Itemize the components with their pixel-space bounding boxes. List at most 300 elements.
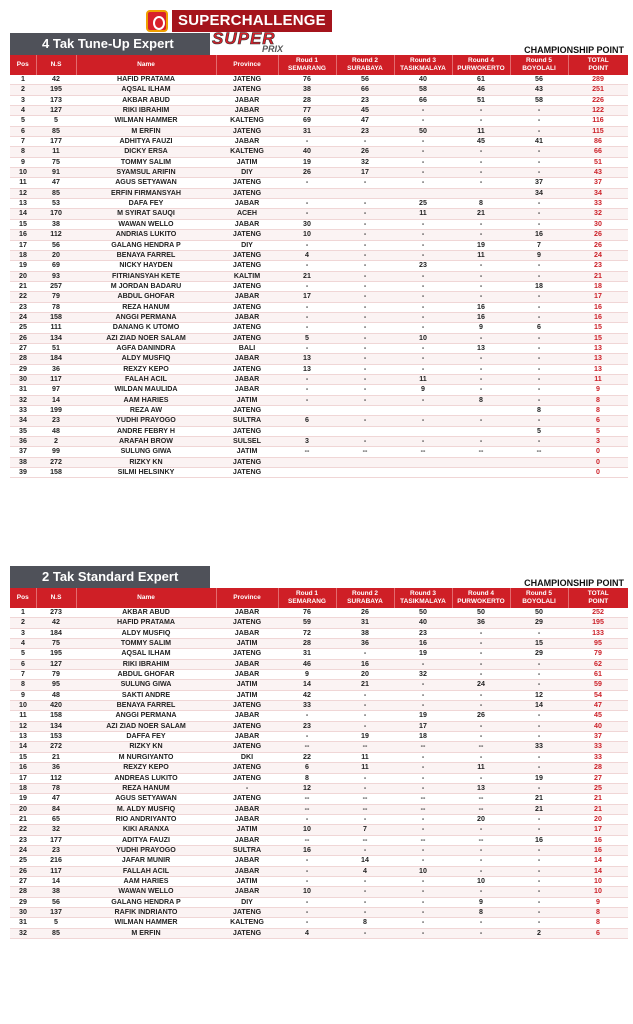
table-row [10,447,628,457]
cell-round-4: - [452,292,510,302]
cell-round-1: - [278,876,336,886]
cell-ns: 93 [36,271,76,281]
table-row [10,395,628,405]
cell-round-5: 8 [510,406,568,416]
cell-round-5: 21 [510,794,568,804]
cell-pos: 16 [10,763,36,773]
cell-pos: 30 [10,907,36,917]
cell-total: 26 [568,240,628,250]
cell-round-2: 4 [336,866,394,876]
cell-round-1: 19 [278,157,336,167]
cell-ns: 272 [36,742,76,752]
cell-name: TOMMY SALIM [76,157,216,167]
cell-ns: 2 [36,437,76,447]
cell-round-3: - [394,116,452,126]
cell-round-1: 76 [278,75,336,85]
cell-round-3: - [394,856,452,866]
cell-round-4: - [452,866,510,876]
cell-ns: 75 [36,157,76,167]
cell-pos: 14 [10,742,36,752]
cell-round-1: 59 [278,618,336,628]
header-round-5-sublabel: BOYOLALI [522,65,556,72]
table-row [10,845,628,855]
cell-round-2: - [336,887,394,897]
cell-total: 45 [568,711,628,721]
cell-round-5: - [510,416,568,426]
header-round-3-sublabel: TASIKMALAYA [400,598,446,605]
cell-round-4: - [452,178,510,188]
cell-total: 25 [568,783,628,793]
cell-ns: 177 [36,137,76,147]
cell-round-5: 29 [510,649,568,659]
cell-ns: 14 [36,876,76,886]
cell-total: 47 [568,701,628,711]
cell-round-3: - [394,230,452,240]
table-row [10,608,628,618]
cell-round-3: - [394,876,452,886]
cell-round-4: - [452,354,510,364]
cell-round-5: - [510,866,568,876]
cell-round-2: - [336,876,394,886]
header-round-4-label: Round 4 [468,57,494,64]
cell-round-2: 21 [336,680,394,690]
cell-round-2: - [336,374,394,384]
cell-round-2: - [336,437,394,447]
cell-ns: 11 [36,147,76,157]
cell-total: 8 [568,918,628,928]
cell-province: JATENG [216,468,278,478]
cell-province: JATIM [216,690,278,700]
cell-ns: 177 [36,835,76,845]
cell-pos: 7 [10,137,36,147]
cell-province: KALTENG [216,918,278,928]
cell-round-1: 13 [278,364,336,374]
cell-name: REZA AW [76,406,216,416]
championship-point-label: CHAMPIONSHIP POINT [524,45,624,55]
table-row [10,250,628,260]
cell-province: JATENG [216,323,278,333]
header-name-label: Name [137,594,155,601]
logo-prix: PRIX [262,44,284,54]
cell-province: JATIM [216,639,278,649]
cell-round-1: - [278,385,336,395]
cell-round-4: - [452,271,510,281]
cell-total: 33 [568,199,628,209]
cell-total: 34 [568,188,628,198]
cell-round-2: - [336,845,394,855]
cell-round-1: 33 [278,701,336,711]
cell-round-3: 18 [394,732,452,742]
cell-round-4: - [452,690,510,700]
cell-province: JATENG [216,261,278,271]
cell-round-4: - [452,752,510,762]
cell-pos: 22 [10,825,36,835]
cell-round-5: 33 [510,742,568,752]
table-row [10,281,628,291]
cell-round-1: 40 [278,147,336,157]
cell-round-5: - [510,395,568,405]
cell-round-5: - [510,116,568,126]
cell-province: JATIM [216,157,278,167]
cell-round-1: - [278,866,336,876]
cell-pos: 24 [10,845,36,855]
header-round-4-sublabel: PURWOKERTO [457,65,505,72]
cell-round-2: - [336,219,394,229]
cell-ns: 79 [36,670,76,680]
cell-province: KALTIM [216,271,278,281]
cell-province: JATENG [216,742,278,752]
cell-total: 0 [568,447,628,457]
header-round-2 [336,55,394,75]
cell-round-3: - [394,312,452,322]
cell-round-1 [278,457,336,467]
table-row [10,670,628,680]
cell-total: 289 [568,75,628,85]
cell-name: SULUNG GIWA [76,680,216,690]
table-row [10,639,628,649]
cell-ns: 78 [36,302,76,312]
cell-round-5: 58 [510,95,568,105]
cell-province: JABAR [216,608,278,618]
cell-round-3: -- [394,742,452,752]
cell-round-5: 43 [510,85,568,95]
cell-province: JATIM [216,680,278,690]
header-round-1-sublabel: SEMARANG [288,598,326,605]
cell-round-2: - [336,281,394,291]
cell-name: ALDY MUSFIQ [76,628,216,638]
cell-pos: 6 [10,126,36,136]
cell-province: SULTRA [216,845,278,855]
cell-round-2: 23 [336,95,394,105]
cell-round-5: - [510,312,568,322]
cell-round-4: - [452,230,510,240]
cell-round-1: -- [278,804,336,814]
cell-round-2: - [336,897,394,907]
header-round-2-label: Round 2 [352,57,378,64]
cell-total: 17 [568,292,628,302]
cell-round-4: - [452,721,510,731]
cell-province: JATENG [216,794,278,804]
table-row [10,835,628,845]
cell-ns: 85 [36,928,76,938]
cell-name: ANGGI PERMANA [76,312,216,322]
header-total-point-sublabel: POINT [588,65,609,72]
logo-super: SUPER [212,29,276,48]
header-ns-label: N.S [50,594,62,601]
cell-total: 116 [568,116,628,126]
cell-round-1 [278,406,336,416]
cell-pos: 37 [10,447,36,457]
cell-name: YUDHI PRAYOGO [76,416,216,426]
cell-name: AGFA DANINDRA [76,343,216,353]
header-round-4 [452,588,510,608]
cell-total: 86 [568,137,628,147]
cell-round-2: - [336,292,394,302]
header-round-5-label: Round 5 [526,590,552,597]
table-row [10,374,628,384]
cell-province: JATIM [216,395,278,405]
cell-ns: 195 [36,85,76,95]
cell-round-5: - [510,271,568,281]
cell-province: JATENG [216,75,278,85]
cell-province: JABAR [216,628,278,638]
table-row [10,897,628,907]
cell-province: JABAR [216,292,278,302]
cell-total: 3 [568,437,628,447]
cell-province: JATENG [216,649,278,659]
cell-ns: 199 [36,406,76,416]
cell-round-2: - [336,302,394,312]
cell-name: REXZY KEPO [76,763,216,773]
cell-ns: 5 [36,918,76,928]
cell-province: JATIM [216,876,278,886]
cell-name: ANDREAS LUKITO [76,773,216,783]
cell-pos: 2 [10,85,36,95]
table-row [10,126,628,136]
cell-round-2: 32 [336,157,394,167]
cell-round-5: - [510,374,568,384]
cell-round-2: -- [336,742,394,752]
cell-round-2: - [336,364,394,374]
table-row [10,302,628,312]
cell-province: JABAR [216,659,278,669]
header-pos [10,588,36,608]
cell-round-2: 26 [336,147,394,157]
table-row [10,271,628,281]
cell-name: M ERFIN [76,928,216,938]
cell-round-1: - [278,918,336,928]
cell-round-2: - [336,649,394,659]
cell-round-3: - [394,814,452,824]
table-row [10,701,628,711]
cell-round-1: - [278,199,336,209]
table-row [10,437,628,447]
cell-round-4: - [452,628,510,638]
table-row [10,178,628,188]
cell-pos: 19 [10,794,36,804]
cell-pos: 8 [10,147,36,157]
cell-pos: 26 [10,333,36,343]
cell-ns: 20 [36,250,76,260]
cell-pos: 28 [10,354,36,364]
table-body [10,75,628,478]
cell-round-4: 36 [452,618,510,628]
table-row [10,825,628,835]
cell-total: 5 [568,426,628,436]
table-row [10,711,628,721]
cell-name: RIZKY KN [76,457,216,467]
table-row [10,147,628,157]
cell-round-4: 19 [452,240,510,250]
table-row [10,794,628,804]
cell-round-5: 34 [510,188,568,198]
cell-province: JABAR [216,711,278,721]
cell-round-3: 19 [394,649,452,659]
cell-total: 0 [568,457,628,467]
cell-name: ANGGI PERMANA [76,711,216,721]
cell-round-1: -- [278,742,336,752]
header-round-3-label: Round 3 [410,57,436,64]
cell-round-4 [452,457,510,467]
cell-round-5: - [510,209,568,219]
cell-ns: 65 [36,814,76,824]
cell-province: JATENG [216,230,278,240]
cell-total: 51 [568,157,628,167]
cell-province: JATIM [216,825,278,835]
table-row [10,928,628,938]
cell-round-3: - [394,918,452,928]
cell-total: 62 [568,659,628,669]
cell-total: 14 [568,856,628,866]
cell-pos: 22 [10,292,36,302]
cell-round-5: - [510,437,568,447]
table-row [10,312,628,322]
header-pos [10,55,36,75]
cell-round-2: - [336,928,394,938]
cell-round-3: - [394,773,452,783]
cell-round-5: - [510,887,568,897]
cell-round-1: 26 [278,168,336,178]
cell-round-2: 14 [336,856,394,866]
table-row [10,240,628,250]
cell-round-4: - [452,106,510,116]
cell-round-2: - [336,395,394,405]
cell-name: RIO ANDRIYANTO [76,814,216,824]
cell-pos: 17 [10,240,36,250]
header-total-point-label: TOTAL [587,590,609,597]
cell-round-4: - [452,928,510,938]
cell-round-1: 10 [278,230,336,240]
cell-round-5: - [510,732,568,742]
cell-total: 6 [568,928,628,938]
cell-round-1: 13 [278,354,336,364]
cell-pos: 31 [10,918,36,928]
table-row [10,732,628,742]
cell-name: SULUNG GIWA [76,447,216,457]
cell-round-3: 11 [394,374,452,384]
cell-round-4: - [452,364,510,374]
table-row [10,659,628,669]
cell-province: JATENG [216,85,278,95]
cell-total: 13 [568,343,628,353]
cell-ns: 184 [36,354,76,364]
cell-round-4: 11 [452,250,510,260]
cell-round-4: 9 [452,323,510,333]
cell-name: ANDRIAS LUKITO [76,230,216,240]
cell-total: 13 [568,364,628,374]
cell-round-4: 46 [452,85,510,95]
cell-round-1: - [278,343,336,353]
cell-ns: 173 [36,95,76,105]
cell-province: JATENG [216,763,278,773]
cell-round-1: -- [278,794,336,804]
cell-round-2: - [336,250,394,260]
cell-total: 15 [568,333,628,343]
cell-total: 226 [568,95,628,105]
cell-province: JABAR [216,385,278,395]
cell-round-5: - [510,825,568,835]
cell-total: 133 [568,628,628,638]
cell-round-4: 13 [452,783,510,793]
cell-round-3: - [394,887,452,897]
cell-round-5: - [510,106,568,116]
cell-round-5: - [510,343,568,353]
cell-province: KALTENG [216,147,278,157]
cell-round-5: - [510,752,568,762]
cell-ns: 47 [36,178,76,188]
cell-round-1: - [278,281,336,291]
cell-ns: 117 [36,374,76,384]
cell-pos: 12 [10,721,36,731]
cell-round-4: 13 [452,343,510,353]
cell-round-4: 21 [452,209,510,219]
cell-total: 33 [568,742,628,752]
cell-pos: 27 [10,343,36,353]
cell-name: AQSAL ILHAM [76,85,216,95]
standings-table [10,55,628,478]
cell-total: 195 [568,618,628,628]
cell-round-1: -- [278,835,336,845]
cell-name: FALLAH ACIL [76,866,216,876]
table-row [10,907,628,917]
table-row [10,137,628,147]
cell-round-2: 26 [336,608,394,618]
cell-total: 8 [568,406,628,416]
cell-round-5: - [510,918,568,928]
cell-round-3: 40 [394,75,452,85]
cell-name: DANANG K UTOMO [76,323,216,333]
cell-round-5: - [510,364,568,374]
cell-round-1: - [278,312,336,322]
cell-round-3: - [394,157,452,167]
cell-round-3: - [394,845,452,855]
cell-round-1: - [278,814,336,824]
header-round-2 [336,588,394,608]
cell-total: 66 [568,147,628,157]
cell-province: DKI [216,752,278,762]
cell-round-2: - [336,721,394,731]
cell-round-3: 11 [394,209,452,219]
cell-round-4: 24 [452,680,510,690]
cell-round-2: 11 [336,763,394,773]
cell-round-2: - [336,701,394,711]
cell-round-4: 51 [452,95,510,105]
header-province [216,55,278,75]
cell-total: 24 [568,250,628,260]
cell-province: JABAR [216,219,278,229]
cell-province: JABAR [216,670,278,680]
cell-round-3: - [394,783,452,793]
cell-round-1: - [278,240,336,250]
cell-pos: 9 [10,690,36,700]
section-2tak [10,566,628,939]
header-ns [36,588,76,608]
cell-round-2: -- [336,447,394,457]
cell-round-1: 23 [278,721,336,731]
cell-round-2: - [336,230,394,240]
cell-pos: 35 [10,426,36,436]
cell-name: AAM HARIES [76,395,216,405]
cell-round-1: - [278,907,336,917]
cell-round-1: - [278,897,336,907]
cell-round-1: - [278,374,336,384]
cell-round-3: - [394,897,452,907]
table-row [10,188,628,198]
cell-round-5: - [510,670,568,680]
cell-round-3: 23 [394,261,452,271]
cell-pos: 11 [10,178,36,188]
cell-round-5: 7 [510,240,568,250]
